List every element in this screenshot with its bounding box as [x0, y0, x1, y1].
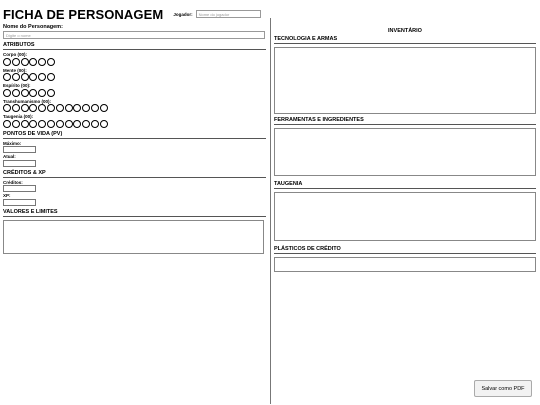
attribute-point-circle[interactable] [38, 120, 46, 128]
attribute-point-circle[interactable] [21, 120, 29, 128]
attribute-point-circle[interactable] [47, 120, 55, 128]
attribute-circles [3, 73, 266, 81]
player-label: Jogador: [173, 11, 193, 17]
attribute-row [3, 68, 266, 82]
save-pdf-button[interactable]: Salvar como PDF [474, 380, 532, 397]
credits-input[interactable] [3, 185, 36, 192]
attribute-point-circle[interactable] [47, 58, 55, 66]
attribute-point-circle[interactable] [29, 104, 37, 112]
attributes-section-title: ATRIBUTOS [3, 42, 266, 50]
attribute-point-circle[interactable] [21, 89, 29, 97]
attribute-point-circle[interactable] [73, 104, 81, 112]
page-title: FICHA DE PERSONAGEM [3, 6, 164, 22]
attribute-point-circle[interactable] [21, 104, 29, 112]
tools-ingredients-textarea[interactable] [274, 128, 536, 176]
attribute-point-circle[interactable] [82, 104, 90, 112]
inventory-title: INVENTÁRIO [388, 28, 422, 34]
attribute-point-circle[interactable] [21, 73, 29, 81]
attribute-point-circle[interactable] [3, 120, 11, 128]
attribute-circles [3, 89, 266, 97]
attribute-point-circle[interactable] [12, 120, 20, 128]
attribute-point-circle[interactable] [82, 120, 90, 128]
attribute-point-circle[interactable] [12, 73, 20, 81]
character-name-input[interactable]: Digite o nome [3, 31, 265, 39]
attribute-point-circle[interactable] [12, 58, 20, 66]
xp-input[interactable] [3, 199, 36, 206]
attribute-point-circle[interactable] [38, 89, 46, 97]
attribute-row [3, 99, 266, 113]
player-input[interactable]: Nome do jogador [196, 10, 261, 18]
attribute-row [3, 114, 266, 128]
attribute-point-circle[interactable] [29, 58, 37, 66]
attribute-point-circle[interactable] [21, 58, 29, 66]
attribute-point-circle[interactable] [100, 104, 108, 112]
attribute-point-circle[interactable] [47, 73, 55, 81]
attribute-point-circle[interactable] [38, 104, 46, 112]
attribute-point-circle[interactable] [56, 104, 64, 112]
attribute-point-circle[interactable] [91, 120, 99, 128]
pv-max-label: Máximo: [3, 140, 22, 146]
attribute-point-circle[interactable] [56, 120, 64, 128]
attribute-point-circle[interactable] [100, 120, 108, 128]
attribute-label: Taugenia (00): [3, 114, 34, 119]
character-name-label: Nome do Personagem: [3, 24, 63, 30]
credits-label: Créditos: [3, 179, 23, 185]
attribute-circles [3, 58, 266, 66]
pv-current-input[interactable] [3, 160, 36, 167]
attribute-point-circle[interactable] [73, 120, 81, 128]
pv-section-title: PONTOS DE VIDA (PV) [3, 131, 266, 139]
attribute-point-circle[interactable] [47, 104, 55, 112]
values-textarea[interactable] [3, 220, 264, 254]
xp-label: XP: [3, 193, 11, 198]
tech-weapons-title: TECNOLOGIA E ARMAS [274, 36, 536, 44]
attribute-point-circle[interactable] [3, 104, 11, 112]
attribute-row [3, 52, 266, 66]
attribute-label: Mente (00): [3, 67, 27, 73]
attribute-point-circle[interactable] [47, 89, 55, 97]
credit-plastics-textarea[interactable] [274, 257, 536, 272]
tech-weapons-textarea[interactable] [274, 47, 536, 114]
attribute-circles [3, 120, 266, 128]
attribute-point-circle[interactable] [38, 58, 46, 66]
attribute-circles [3, 104, 266, 112]
attribute-point-circle[interactable] [38, 73, 46, 81]
sheet-header [3, 6, 261, 22]
tools-ingredients-title: FERRAMENTAS E INGREDIENTES [274, 117, 536, 125]
attribute-point-circle[interactable] [91, 104, 99, 112]
attribute-point-circle[interactable] [3, 73, 11, 81]
attributes-list [3, 52, 266, 128]
taugenia-textarea[interactable] [274, 192, 536, 241]
attribute-point-circle[interactable] [65, 104, 73, 112]
attribute-point-circle[interactable] [65, 120, 73, 128]
attribute-point-circle[interactable] [3, 58, 11, 66]
attribute-label: Espírito (00): [3, 83, 31, 88]
credit-plastics-title: PLÁSTICOS DE CRÉDITO [274, 246, 536, 254]
attribute-label: Transhumanismo (00): [3, 98, 52, 104]
attribute-point-circle[interactable] [3, 89, 11, 97]
attribute-row [3, 83, 266, 97]
taugenia-title: TAUGENIA [274, 181, 536, 189]
attribute-point-circle[interactable] [12, 104, 20, 112]
pv-max-input[interactable] [3, 146, 36, 153]
attribute-point-circle[interactable] [29, 73, 37, 81]
values-section-title: VALORES E LIMITES [3, 209, 266, 217]
attribute-point-circle[interactable] [12, 89, 20, 97]
attribute-point-circle[interactable] [29, 120, 37, 128]
pv-current-label: Atual: [3, 154, 16, 159]
left-column [3, 24, 266, 254]
right-column [274, 24, 536, 272]
attribute-point-circle[interactable] [29, 89, 37, 97]
attribute-label: Corpo (00): [3, 52, 27, 57]
column-divider [270, 18, 271, 404]
credits-section-title: CRÉDITOS & XP [3, 170, 266, 178]
